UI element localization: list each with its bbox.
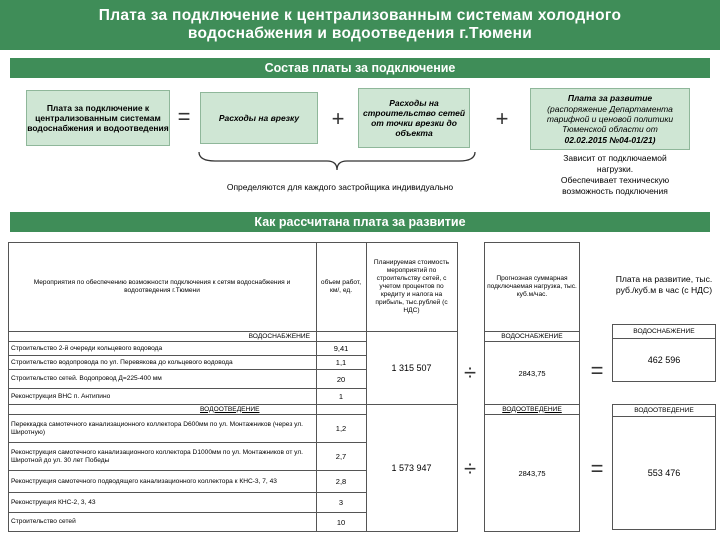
fee-label-sewer: ВОДООТВЕДЕНИЕ bbox=[634, 406, 694, 414]
development-fee-order: (распоряжение Департамента тарифной и ценовой политики Тюменской области от bbox=[546, 104, 674, 134]
note-individual: Определяются для каждого застройщика индивидуально bbox=[226, 182, 454, 192]
column-header-cost: Планируемая стоимость мероприятий по строительству сетей, с учетом процентов по кредиту и налога на прибыль, тыс.рублей (с НДС) bbox=[373, 259, 450, 314]
sewer-equals-sign: = bbox=[590, 456, 604, 481]
calculation-header: Как рассчитана плата за развитие bbox=[10, 212, 710, 232]
water-row-4-name: Реконструкция ВНС п. Антипино bbox=[11, 392, 111, 400]
note-development-line-2: нагрузки. bbox=[596, 164, 634, 174]
composition-header: Состав платы за подключение bbox=[10, 58, 710, 78]
development-fee-box bbox=[530, 88, 690, 150]
section-label-water: ВОДОСНАБЖЕНИЕ bbox=[248, 332, 310, 340]
tapping-cost-box: Расходы на врезку bbox=[200, 92, 318, 144]
sewer-row-4-name: Реконструкция КНС-2, 3, 43 bbox=[11, 498, 96, 506]
water-row-4-volume: 1 bbox=[338, 392, 344, 401]
networks-cost-box: Расходы на строительство сетей от точки врезки до объекта bbox=[358, 88, 470, 148]
grouping-brace bbox=[195, 150, 480, 172]
column-header-volume: объем работ, км/, ед. bbox=[320, 279, 362, 294]
water-row-2-volume: 1,1 bbox=[335, 358, 347, 367]
title-line-1: Плата за подключение к централизованным системам холодного bbox=[98, 7, 622, 24]
development-fee-date: 02.02.2015 №04-01/21) bbox=[564, 135, 656, 145]
sewer-row-5-volume: 10 bbox=[336, 517, 346, 527]
column-header-measures: Мероприятия по обеспечению возможности подключения к сетям водоснабжения и водоотведения г.Тюмени bbox=[33, 279, 291, 294]
sewer-row-1-volume: 1,2 bbox=[335, 424, 347, 433]
section-label-sewer: ВОДООТВЕДЕНИЕ bbox=[200, 405, 260, 413]
water-load-value: 2843,75 bbox=[518, 368, 546, 378]
water-row-3-volume: 20 bbox=[336, 374, 346, 384]
note-development-line-3: Обеспечивает техническую bbox=[560, 175, 670, 185]
equals-sign: = bbox=[177, 104, 191, 129]
water-equals-sign: = bbox=[590, 358, 604, 383]
water-row-2-name: Строительство водопровода по ул. Перевякова до кольцевого водовода bbox=[11, 358, 233, 366]
water-row-1-volume: 9,41 bbox=[333, 344, 349, 353]
sewer-row-5-name: Строительство сетей bbox=[11, 518, 76, 525]
water-divide-sign: ÷ bbox=[463, 360, 477, 385]
sewer-row-2-name: Реконструкция самотечного канализационного коллектора D1000мм по ул. Монтажников от ул. Широтной до ул. 30 лет Победы bbox=[11, 448, 304, 464]
fee-label-water: ВОДОСНАБЖЕНИЕ bbox=[633, 328, 695, 335]
sewer-divide-sign: ÷ bbox=[463, 456, 477, 481]
sewer-fee-value: 553 476 bbox=[647, 468, 681, 478]
sewer-row-1-name: Переккадка самотечного канализационного коллектора D600мм по ул. Монтажников (через ул. Широтную) bbox=[11, 420, 304, 436]
plus-sign-1: + bbox=[331, 106, 345, 131]
total-fee-box: Плата за подключение к централизованным системам водоснабжения и водоотведения bbox=[26, 90, 170, 146]
water-fee-value: 462 596 bbox=[647, 355, 681, 365]
sewer-row-4-volume: 3 bbox=[338, 498, 344, 507]
title-line-2: водоснабжения и водоотведения г.Тюмени bbox=[187, 25, 533, 42]
plus-sign-2: + bbox=[495, 106, 509, 131]
note-development-line-1: Зависит от подключаемой bbox=[563, 153, 667, 163]
load-label-sewer: ВОДООТВЕДЕНИЕ bbox=[502, 405, 562, 413]
sewer-row-3-name: Реконструкция самотечного подводящего канализационного коллектора к КНС-3, 7, 43 bbox=[11, 477, 277, 485]
load-label-water: ВОДОСНАБЖЕНИЕ bbox=[501, 332, 563, 340]
note-development-line-4: возможность подключения bbox=[562, 186, 668, 196]
water-row-3-name: Строительство сетей. Водопровод Д=225-400 мм bbox=[11, 375, 162, 382]
column-header-fee: Плата на развитие, тыс. руб./куб.м в час (с НДС) bbox=[615, 274, 713, 295]
sewer-row-2-volume: 2,7 bbox=[335, 452, 347, 461]
water-cost-value: 1 315 507 bbox=[391, 363, 432, 373]
development-fee-title: Плата за развитие bbox=[567, 93, 653, 103]
column-header-load: Прогнозная суммарная подключаемая нагрузка, тыс. куб.м/час. bbox=[487, 275, 577, 298]
sewer-cost-value: 1 573 947 bbox=[391, 463, 432, 473]
water-row-1-name: Строительство 2-й очереди кольцевого водовода bbox=[11, 344, 163, 352]
note-development bbox=[530, 153, 700, 197]
sewer-row-3-volume: 2,8 bbox=[335, 477, 347, 486]
sewer-load-value: 2843,75 bbox=[518, 468, 546, 478]
title-banner bbox=[0, 0, 720, 50]
